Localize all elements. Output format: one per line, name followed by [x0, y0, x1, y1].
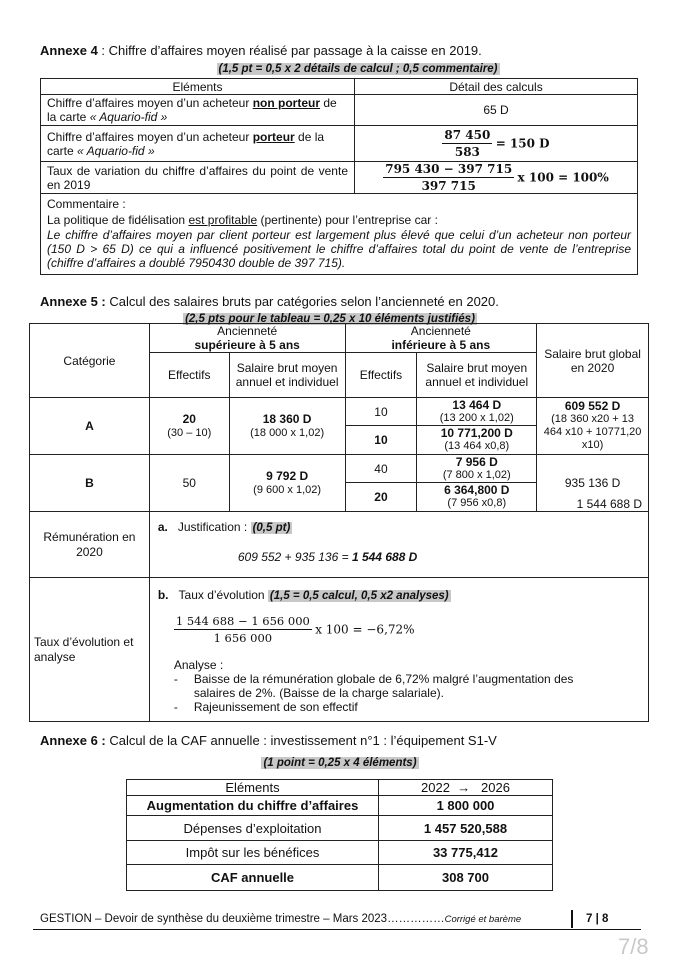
- annexe6-title: Annexe 6 : Calcul de la CAF annuelle : investissement n°1 : l’équipement S1-V: [40, 733, 497, 748]
- annexe6-row-label: Augmentation du chiffre d’affaires: [127, 796, 379, 816]
- annexe5-h-global: Salaire brut global en 2020: [537, 324, 649, 398]
- annexe5-taux-formula: $\frac{1 544 688 - 1 656 000}{1 656 000}$ x 100 = −6,72%: [175, 614, 415, 645]
- annexe5-b-sup-eff: 50: [149, 455, 229, 512]
- annexe5-remu-justif: a. Justification : (0,5 pt): [157, 520, 291, 534]
- annexe5-row-b: [30, 455, 649, 483]
- annexe5-row-remu: [30, 512, 649, 578]
- annexe4-comment-row: [41, 194, 638, 275]
- annexe5-a-inf-eff1: 10: [345, 398, 417, 426]
- annexe4-bareme: (1,5 pt = 0,5 x 2 détails de calcul ; 0,5 commentaire): [218, 63, 498, 75]
- annexe4-row2: [41, 126, 638, 162]
- annexe5-b-inf-sal1: 7 956 D (7 800 x 1,02): [417, 455, 537, 483]
- annexe4-row2-label: Chiffre d’affaires moyen d’un acheteur porteur de la carte « Aquario-fid »: [41, 126, 355, 162]
- annexe5-taux-label: Taux d’évolution et analyse: [30, 578, 150, 722]
- annexe4-row3-fraction: $\frac{795 430 - 397 715}{397 715}$: [385, 162, 513, 193]
- annexe4-title: Annexe 4 : Chiffre d’affaires moyen réalisé par passage à la caisse en 2019.: [40, 43, 482, 58]
- annexe4-col-elements: Eléments: [41, 79, 355, 95]
- annexe4-row2-fraction: $\frac{87 450}{583}$: [444, 128, 491, 159]
- annexe5-b-inf-eff1: 40: [345, 455, 417, 483]
- annexe6-row-label: CAF annuelle: [127, 865, 379, 891]
- annexe4-row1-label: Chiffre d’affaires moyen d’un acheteur non porteur de la carte « Aquario-fid »: [41, 95, 355, 126]
- annexe5-h-anc-inf: Ancienneté inférieure à 5 ans: [345, 324, 537, 353]
- annexe5-h-anc-sup: Ancienneté supérieure à 5 ans: [149, 324, 345, 353]
- annexe5-b-inf-sal2: 6 364,800 D (7 956 x0,8): [417, 483, 537, 512]
- annexe5-analyse-item: - Rajeunissement de son effectif: [173, 700, 358, 714]
- annexe6-row-label: Dépenses d’exploitation: [127, 816, 379, 841]
- annexe5-a-inf-sal1: 13 464 D (13 200 x 1,02): [417, 398, 537, 426]
- annexe6-row: [127, 796, 553, 816]
- annexe5-a-sup-eff: 20 (30 – 10): [149, 398, 229, 455]
- annexe5-b-cat: B: [30, 455, 150, 512]
- annexe6-row-value: 308 700: [379, 865, 553, 891]
- annexe5-remu-total: 1 544 688 D: [576, 497, 642, 511]
- annexe4-comment-line: La politique de fidélisation est profitable (pertinente) pour l’entreprise car :: [47, 213, 438, 227]
- annexe5-row-taux: [30, 578, 649, 722]
- annexe5-h-sal-inf: Salaire brut moyen annuel et individuel: [417, 353, 537, 398]
- annexe5-title: Annexe 5 : Calcul des salaires bruts par catégories selon l’ancienneté en 2020.: [40, 294, 499, 309]
- annexe4-comment: [41, 194, 638, 275]
- annexe6-col-period: 2022 → 2026: [379, 780, 553, 796]
- annexe6-row-value: 1 457 520,588: [379, 816, 553, 841]
- annexe5-taux-fraction: $\frac{1 544 688 - 1 656 000}{1 656 000}$: [175, 614, 310, 645]
- annexe5-b-sup-sal: 9 792 D (9 600 x 1,02): [229, 455, 345, 512]
- annexe5-b-inf-eff2: 20: [345, 483, 417, 512]
- arrow-right-icon: →: [457, 780, 471, 795]
- annexe5-h-eff-sup: Effectifs: [149, 353, 229, 398]
- annexe4-row1: [41, 95, 638, 126]
- annexe5-taux-title: b. Taux d’évolution (1,5 = 0,5 calcul, 0,5 x2 analyses): [157, 588, 449, 602]
- annexe6-table: [126, 779, 553, 891]
- annexe6-bareme: (1 point = 0,25 x 4 éléments): [263, 757, 417, 769]
- page-number: 7 | 8: [586, 913, 609, 925]
- annexe5-b-global: 935 136 D: [537, 455, 649, 512]
- annexe4-row1-value: 65 D: [355, 95, 638, 126]
- annexe5-h-sal-sup: Salaire brut moyen annuel et individuel: [229, 353, 345, 398]
- annexe5-a-global: 609 552 D (18 360 x20 + 13 464 x10 + 10771,20 x10): [537, 398, 649, 455]
- annexe4-table: [40, 78, 638, 275]
- annexe5-remu-calc: 609 552 + 935 136 = 1 544 688 D: [237, 550, 418, 564]
- annexe5-taux-cell: [149, 578, 648, 722]
- annexe4-col-detail: Détail des calculs: [355, 79, 638, 95]
- annexe5-analyse-item: - Baisse de la rémunération globale de 6,72% malgré l’augmentation des salaires de 2%. (Baisse de la charge salariale).: [173, 672, 574, 700]
- annexe5-a-inf-sal2: 10 771,200 D (13 464 x0,8): [417, 426, 537, 455]
- annexe6-col-elements: Eléments: [127, 780, 379, 796]
- annexe6-row-value: 33 775,412: [379, 841, 553, 865]
- annexe4-row3: [41, 162, 638, 194]
- annexe5-h-eff-inf: Effectifs: [345, 353, 417, 398]
- footer-rule: [33, 929, 641, 930]
- annexe5-remu-label: Rémunération en 2020: [30, 512, 150, 578]
- annexe5-analyse-title: Analyse :: [173, 658, 224, 672]
- viewer-page-indicator: 7/8: [618, 934, 649, 959]
- page-footer: GESTION – Devoir de synthèse du deuxième trimestre – Mars 2023……………Corrigé et barème 7 | 8: [40, 913, 640, 925]
- annexe4-row3-label: Taux de variation du chiffre d’affaires du point de vente en 2019: [41, 162, 355, 194]
- annexe6-row-value: 1 800 000: [379, 796, 553, 816]
- annexe5-a-inf-eff2: 10: [345, 426, 417, 455]
- annexe5-table: [29, 323, 649, 722]
- annexe5-row-a: [30, 398, 649, 426]
- annexe6-row: [127, 865, 553, 891]
- annexe6-row: [127, 816, 553, 841]
- annexe5-bareme: (2,5 pts pour le tableau = 0,25 x 10 éléments justifiés): [185, 313, 475, 325]
- annexe5-a-cat: A: [30, 398, 150, 455]
- annexe6-row-label: Impôt sur les bénéfices: [127, 841, 379, 865]
- annexe5-a-sup-sal: 18 360 D (18 000 x 1,02): [229, 398, 345, 455]
- annexe4-comment-title: Commentaire :: [47, 197, 126, 211]
- annexe5-analyse: [174, 658, 614, 714]
- annexe4-row2-calc: $\frac{87 450}{583}$ = 150 D: [355, 126, 638, 162]
- annexe4-comment-text: Le chiffre d’affaires moyen par client porteur est largement plus élevé que celui d’un acheteur non porteur (150 D > 65 D) ce qui a influencé positivement le chiffre d’affaires total du point de vente de l’entreprise (chiffre d’affaires a doublé 7950430 double de 397 715).: [47, 228, 631, 270]
- annexe5-h-categorie: Catégorie: [30, 324, 150, 398]
- annexe4-row3-calc: $\frac{795 430 - 397 715}{397 715}$ x 100 = 100%: [355, 162, 638, 194]
- annexe6-row: [127, 841, 553, 865]
